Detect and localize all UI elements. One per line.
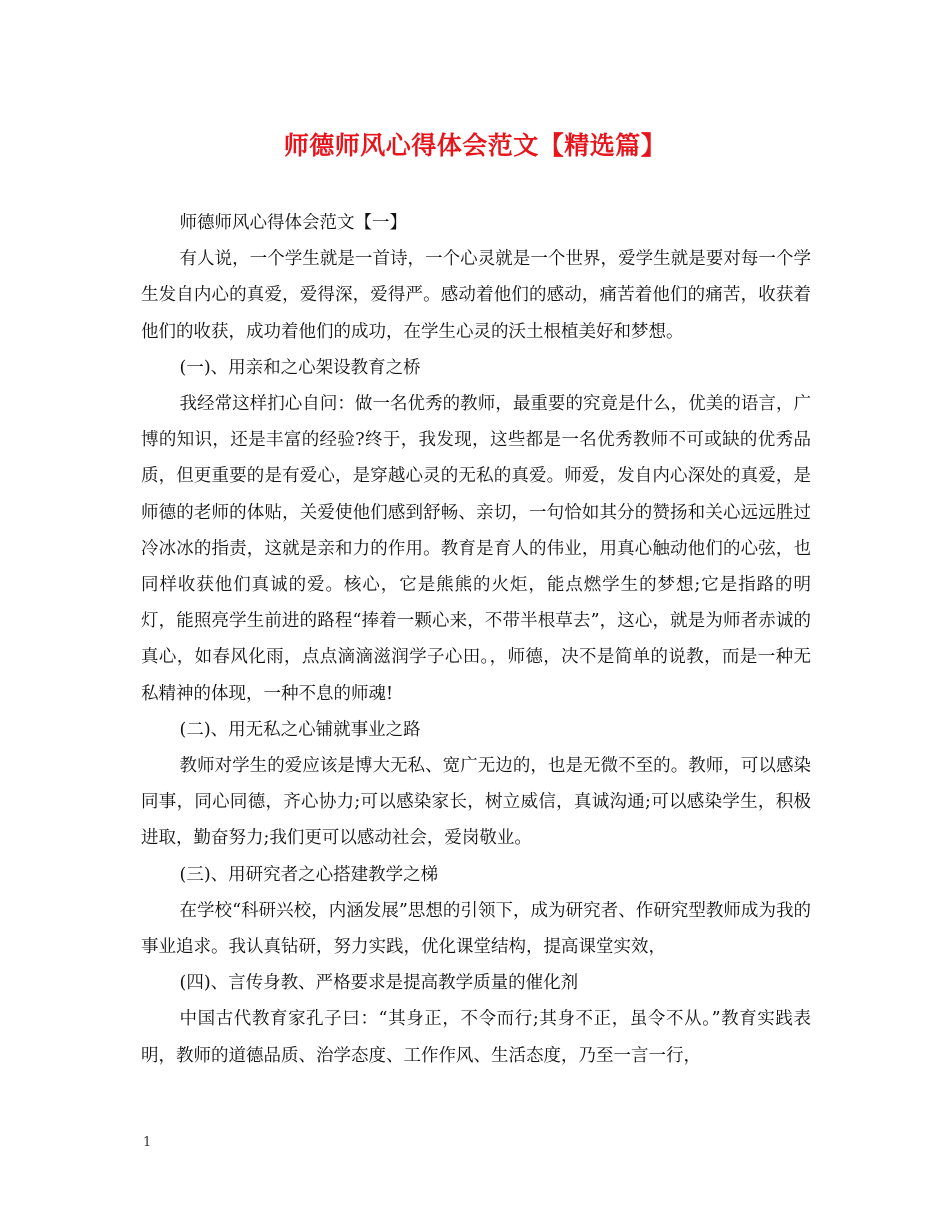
body-paragraph: 中国古代教育家孔子曰：“其身正，不令而行;其身不正，虽令不从。”教育实践表明，教师的道德品质、治学态度、工作作风、生活态度，乃至一言一行， [141, 1009, 811, 1066]
document-body [141, 205, 811, 1074]
body-paragraph: 教师对学生的爱应该是博大无私、宽广无边的，也是无微不至的。教师，可以感染同事，同心同德，齐心协力;可以感染家长，树立威信，真诚沟通;可以感染学生，积极进取，勤奋努力;我们更可以感动社会，爱岗敬业。 [141, 756, 811, 849]
subsection-heading: (四)、言传身教、严格要求是提高教学质量的催化剂 [179, 973, 579, 994]
body-paragraph: 在学校“科研兴校，内涵发展”思想的引领下，成为研究者、作研究型教师成为我的事业追求。我认真钻研，努力实践，优化课堂结构，提高课堂实效， [141, 900, 811, 958]
subsection-heading: (三)、用研究者之心搭建教学之梯 [179, 864, 439, 885]
document-title: 师德师风心得体会范文【精选篇】 [283, 131, 667, 160]
page-number: 1 [143, 1135, 152, 1150]
section-heading: 师德师风心得体会范文【一】 [179, 213, 407, 233]
subsection-heading: (二)、用无私之心铺就事业之路 [179, 719, 421, 740]
body-paragraph: 我经常这样扪心自问：做一名优秀的教师，最重要的究竟是什么，优美的语言，广博的知识，还是丰富的经验?终于，我发现，这些都是一名优秀教师不可或缺的优秀品质，但更重要的是有爱心，是穿越心灵的无私的真爱。师爱，发自内心深处的真爱，是师德的老师的体贴，关爱使他们感到舒畅、亲切，一句恰如其分的赞扬和关心远远胜过冷冰冰的指责，这就是亲和力的作用。教育是育人的伟业，用真心触动他们的心弦，也同样收获他们真诚的爱。核心，它是熊熊的火炬，能点燃学生的梦想;它是指路的明灯，能照亮学生前进的路程“捧着一颗心来，不带半根草去”，这心，就是为师者赤诚的真心，如春风化雨，点点滴滴滋润学子心田。，师德，决不是简单的说教，而是一种无私精神的体现，一种不息的师魂! [141, 394, 811, 704]
subsection-heading: (一)、用亲和之心架设教育之桥 [179, 357, 421, 378]
body-paragraph: 有人说，一个学生就是一首诗，一个心灵就是一个世界，爱学生就是要对每一个学生发自内心的真爱，爱得深，爱得严。感动着他们的感动，痛苦着他们的痛苦，收获着他们的收获，成功着他们的成功，在学生心灵的沃土根植美好和梦想。 [141, 249, 811, 342]
